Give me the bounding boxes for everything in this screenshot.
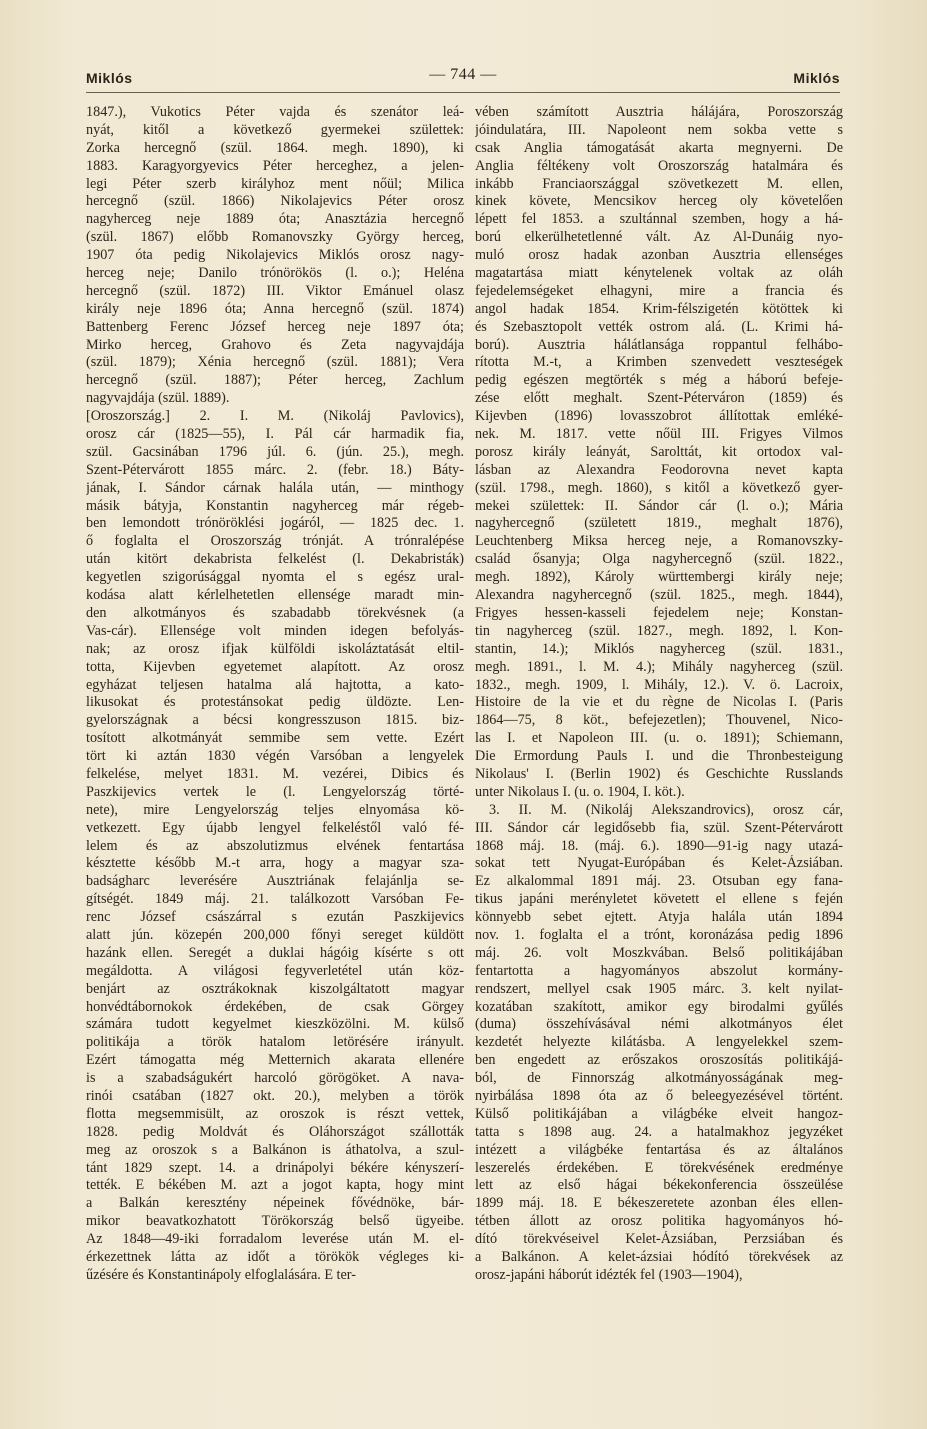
text-line: meg az oroszok s a Balkánon is áthatolva, a szul- (86, 1141, 464, 1158)
text-line: intézett a világbéke fentartása és az általános (475, 1141, 843, 1158)
text-line: hercegnő (szül. 1866) Nikolajevics Péter orosz (86, 193, 464, 210)
text-line: kegyetlen szigorúsággal nyomta el s egész ural- (86, 569, 464, 586)
text-line: renc József császárral s ezután Paszkijevics (86, 909, 464, 926)
text-line: lett az első hágai békekonferencia összeülése (475, 1177, 843, 1194)
text-line: badságharc leverésére Ausztriának felajánlja se- (86, 873, 464, 890)
text-line: orosz-japáni háborút idézték fel (1903—1904), (475, 1266, 743, 1283)
text-line: Ez alkalommal 1891 máj. 23. Otsuban egy fana- (475, 873, 843, 890)
text-line: flotta megsemmisült, az oroszok is részt vettek, (86, 1105, 464, 1122)
text-line: legi Péter szerb királyhoz ment nőül; Milica (86, 175, 464, 192)
text-line: likusokat és protestánsokat pedig üldözte. Len- (86, 694, 464, 711)
text-line: lelem és az abszolutizmus elvének fentartása (86, 837, 464, 854)
text-line: késztette később M.-t arra, hogy a magyar sza- (86, 855, 464, 872)
text-line: stantin, 14.); Miklós nagyherceg (szül. 1831., (475, 640, 843, 657)
text-line: tánt 1829 szept. 14. a drinápolyi békére kényszerí- (86, 1159, 464, 1176)
text-line: jóindulatára, III. Napoleont nem sokba vette s (475, 121, 843, 138)
text-line: a Balkánon. A kelet-ázsiai hódító törekvések az (475, 1249, 843, 1265)
text-line: nyirbálása 1898 óta az ő beleegyezésével történt. (475, 1087, 843, 1104)
text-line: Leuchtenberg Miksa herceg neje, a Romanovszky- (475, 533, 843, 550)
text-line: nek. M. 1817. vette nőül III. Frigyes Vilmos (475, 426, 843, 443)
text-line: gyelországnak a bécsi kongresszuson 1815. biz- (86, 712, 464, 729)
text-line: fejedelemségeket elhagyni, mire a francia és (475, 282, 843, 299)
text-line: 1828. pedig Moldvát és Oláhországot szállották (86, 1123, 464, 1140)
text-line: nagyherceg neje 1889 óta; Anasztázia hercegnő (86, 211, 464, 228)
text-line: kezdetét helyezte kilátásba. A lengyelekkel szem- (475, 1034, 843, 1051)
text-line: 1868 máj. 18. (máj. 6.). 1890—91-ig nagy utazá- (475, 837, 843, 854)
text-line: hercegnő (szül. 1872) III. Viktor Emánuel olasz (86, 282, 464, 299)
text-line: ború). Ausztria hálátlansága roppantul felhábo- (475, 336, 843, 353)
text-line: Anglia féltékeny volt Oroszország hatalmára és (475, 157, 843, 174)
text-line: Alexandra nagyhercegnő (szül. 1825., megh. 1844), (475, 587, 843, 604)
text-line: tették. E békében M. azt a jogot kapta, hogy mint (86, 1177, 464, 1194)
text-line: egyházat teljesen hatalma alá hajtotta, a kato- (86, 676, 464, 693)
text-line: den alkotmányos és szabadabb törekvésnek (a (86, 604, 464, 621)
text-line: Nikolaus' I. (Berlin 1902) és Geschichte Russlands (475, 765, 843, 782)
text-line: lépett fel 1853. a szultánnal szemben, hogy a há- (475, 211, 843, 228)
text-line: tikus japáni merényletet követett el ellene s fején (475, 891, 843, 908)
text-line: honvédtábornokok érdekében, de csak Görgey (86, 998, 464, 1015)
text-line: lásban az Alexandra Feodorovna nevet kapta (475, 461, 843, 478)
text-line: tin nagyherceg (szül. 1827., megh. 1892, l. Kon- (475, 622, 843, 639)
text-line: rendszert, mellyel csak 1905 márc. 3. kelt nyilat- (475, 980, 843, 997)
text-line: unter Nikolaus I. (u. o. 1904, I. köt.). (475, 783, 685, 800)
text-line: nagyvajdája (szül. 1889). (86, 390, 230, 407)
text-line: pedig egészen megtörték s még a háború befeje- (475, 372, 843, 389)
text-line: leszerelés érdekében. E törekvésének eredménye (475, 1159, 843, 1176)
text-line: és Szebasztopolt vették ostrom alá. (L. Krimi há- (475, 318, 843, 335)
text-line: nagyhercegnő (született 1819., meghalt 1876), (475, 515, 843, 532)
text-line: hazánk ellen. Seregét a duklai hágóig kísérte s ott (86, 944, 464, 961)
text-line: angol hadak 1854. Krim-félszigetén kötöttek ki (475, 300, 843, 317)
running-header (86, 66, 840, 88)
header-left-keyword: Miklós (86, 70, 133, 86)
text-line: máj. 26. volt Moszkvában. Belső politikájában (475, 944, 843, 961)
text-line: 1864—75, 8 köt., befejezetlen); Thouvenel, Nico- (475, 712, 843, 729)
text-line: 1847.), Vukotics Péter vajda és szenátor leá- (86, 104, 464, 120)
text-line: Mirko herceg, Grahovo és Zeta nagyvajdája (86, 336, 464, 353)
header-rule (86, 92, 840, 93)
text-line: vetkezett. Egy újabb lengyel felkeléstől való fé- (86, 819, 464, 836)
text-line: zése előtt meghalt. Szent-Péterváron (1859) és (475, 390, 843, 407)
header-right-keyword: Miklós (793, 70, 840, 86)
text-line: benjárt az osztrákoknak kiszolgáltatott magyar (86, 980, 464, 997)
text-line: tatta s 1898 aug. 24. a hatalmakhoz jegyzéket (475, 1123, 843, 1140)
text-line: mekei születtek: II. Sándor cár (l. o.); Mária (475, 497, 843, 514)
text-line: számára tudott kegyelmet kieszközölni. M. külső (86, 1016, 464, 1033)
text-line: 1899 máj. 18. E békeszeretete azonban éles ellen- (475, 1195, 843, 1212)
text-line: alatt jún. közepén 200,000 főnyi sereget küldött (86, 926, 464, 943)
text-line: érkezettnek látta az időt a törökök végleges ki- (86, 1249, 464, 1265)
text-line: tört ki aztán 1830 végén Varsóban a lengyelek (86, 748, 464, 765)
text-line: kodása alatt kérlelhetetlen ellensége maradt min- (86, 587, 464, 604)
text-line: III. Sándor cár legidősebb fia, szül. Szent-Pétervárott (475, 819, 843, 836)
text-line: (szül. 1867) előbb Romanovszky György herceg, (86, 229, 464, 246)
text-line: orosz cár (1825—55), I. Pál cár harmadik fia, (86, 426, 464, 443)
text-line: szül. Gacsinában 1796 júl. 6. (jún. 25.), megh. (86, 443, 464, 460)
text-line: Kijevben (1896) lovasszobrot állítottak emléké- (475, 408, 843, 425)
text-line: ben lemondott trónöröklési jogáról, — 1825 dec. 1. (86, 515, 464, 532)
left-column (86, 104, 464, 1285)
text-line: ból, de Finnország alkotmányosságának meg- (475, 1070, 843, 1087)
text-line: Battenberg Ferenc József herceg neje 1897 óta; (86, 318, 464, 335)
text-line: felkelése, melyet 1831. M. vezérei, Dibics és (86, 765, 464, 782)
text-line: kinek követe, Mencsikov herceg oly követelően (475, 193, 843, 210)
text-line: Vas-cár). Ellensége volt minden idegen befolyás- (86, 622, 464, 639)
text-line: dító törekvéseivel Kelet-Ázsiában, Perzsiában és (475, 1231, 843, 1248)
text-line: nak; az orosz ifjak külföldi iskoláztatását eltil- (86, 640, 464, 657)
text-line: is a szabadságukért harcoló görögöket. A nava- (86, 1070, 464, 1087)
text-line: magatartása miatt kénytelenek voltak az oláh (475, 265, 843, 282)
text-line: rinói csatában (1827 okt. 20.), melyben a török (86, 1087, 464, 1104)
text-line: sokat tett Nyugat-Európában és Kelet-Ázsiában. (475, 855, 843, 872)
text-line: ború elkerülhetetlenné vált. Az Al-Dunáig nyo- (475, 229, 843, 246)
text-line: tosított alkotmányát semmibe sem vette. Ezért (86, 730, 464, 747)
text-line: a Balkán keresztény népeinek fővédnöke, bár- (86, 1195, 464, 1212)
text-line: Frigyes hessen-kasseli fejedelem neje; Konstan- (475, 604, 843, 621)
text-line: kozatában szakított, amikor egy birodalmi gyűlés (475, 998, 843, 1015)
text-line: Zorka hercegnő (szül. 1864. megh. 1890), ki (86, 139, 464, 156)
text-line: tétben állott az orosz politika hagyományos hó- (475, 1213, 843, 1230)
text-line: ő foglalta el Oroszország trónját. A trónralépése (86, 533, 464, 550)
text-line: porosz király leányát, Sarolttát, kit ortodox val- (475, 443, 843, 460)
text-line: 1883. Karagyorgyevics Péter herceghez, a jelen- (86, 157, 464, 174)
text-line: (duma) összehívásával némi alkotmányos élet (475, 1016, 843, 1033)
text-line: ben engedett az erőszakos oroszosítás politikájá- (475, 1052, 843, 1069)
right-column (475, 104, 843, 1285)
text-line: politikája a török hatalom letörésére irányult. (86, 1034, 464, 1051)
text-line: Az 1848—49-iki forradalom leverése után M. el- (86, 1231, 464, 1248)
text-line: herceg neje; Danilo trónörökös (l. o.); Heléna (86, 265, 464, 282)
text-line: csak Anglia támogatását akarta megnyerni. De (475, 139, 843, 156)
text-line: hercegnő (szül. 1887); Péter herceg, Zachlum (86, 372, 464, 389)
text-line: után kitört dekabrista felkelést (l. Dekabristák) (86, 551, 464, 568)
text-line: Paszkijevics vertek le (l. Lengyelország törté- (86, 783, 464, 800)
text-line: (szül. 1798., megh. 1860), s kitől a következő gyer- (475, 479, 843, 496)
text-line: nete), mire Lengyelország teljes elnyomása kö- (86, 801, 464, 818)
text-line: Die Ermordung Pauls I. und die Thronbesteigung (475, 748, 843, 765)
page-number: — 744 — (429, 66, 497, 83)
text-line: (szül. 1879); Xénia hercegnő (szül. 1881); Vera (86, 354, 464, 371)
text-line: jának, I. Sándor cárnak halála után, — minthogy (86, 479, 464, 496)
text-line: 3. II. M. (Nikoláj Alekszandrovics), orosz cár, (489, 801, 843, 818)
text-line: fentartotta a hagyományos abszolut kormány- (475, 962, 843, 979)
text-line: űzésére és Konstantinápoly elfoglalására. E ter- (86, 1266, 356, 1283)
text-line: nov. 1. foglalta el a trónt, koronázása pedig 1896 (475, 926, 843, 943)
text-line: [Oroszország.] 2. I. M. (Nikoláj Pavlovics), (86, 408, 464, 425)
text-line: másik bátyja, Konstantin nagyherceg már régeb- (86, 497, 464, 514)
text-line: inkább Franciaországgal szövetkezett M. ellen, (475, 175, 843, 192)
text-line: muló orosz hadak azonban Ausztria ellenséges (475, 247, 843, 264)
text-line: megh. 1891., l. M. 4.); Mihály nagyherceg (szül. (475, 658, 843, 675)
text-line: nyát, kitől a következő gyermekei születtek: (86, 121, 464, 138)
text-line: 1832., megh. 1909, l. Mihály, 12.). V. ö. Lacroix, (475, 676, 843, 693)
text-line: vében számított Ausztria hálájára, Poroszország (475, 104, 843, 120)
text-line: Külső politikájában a világbéke elveit hangoz- (475, 1105, 843, 1122)
text-line: totta, Kijevben egyetemet alapított. Az orosz (86, 658, 464, 675)
text-line: király neje 1896 óta; Anna hercegnő (szül. 1874) (86, 300, 464, 317)
text-line: család ősanyja; Olga nagyhercegnő (szül. 1822., (475, 551, 843, 568)
text-line: mikor beavatkozhatott Törökország belső ügyeibe. (86, 1213, 464, 1230)
text-line: las I. et Napoleon III. (u. o. 1891); Schiemann, (475, 730, 843, 747)
text-line: Szent-Pétervárott 1855 márc. 2. (febr. 18.) Báty- (86, 461, 464, 478)
text-line: Histoire de la vie et du règne de Nicolas I. (Paris (475, 694, 843, 711)
text-line: gítségét. 1849 máj. 21. találkozott Varsóban Fe- (86, 891, 464, 908)
text-line: 1907 óta pedig Nikolajevics Miklós orosz nagy- (86, 247, 464, 264)
text-line: rította M.-t, a Krimben szenvedett veszteségek (475, 354, 843, 371)
text-line: megh. 1892), Károly württembergi király neje; (475, 569, 843, 586)
text-line: megáldotta. A világosi fegyverletétel után köz- (86, 962, 464, 979)
text-line: könnyebb sebet ejtett. Atyja halála után 1894 (475, 909, 843, 926)
text-line: Ezért támogatta még Metternich akarata ellenére (86, 1052, 464, 1069)
